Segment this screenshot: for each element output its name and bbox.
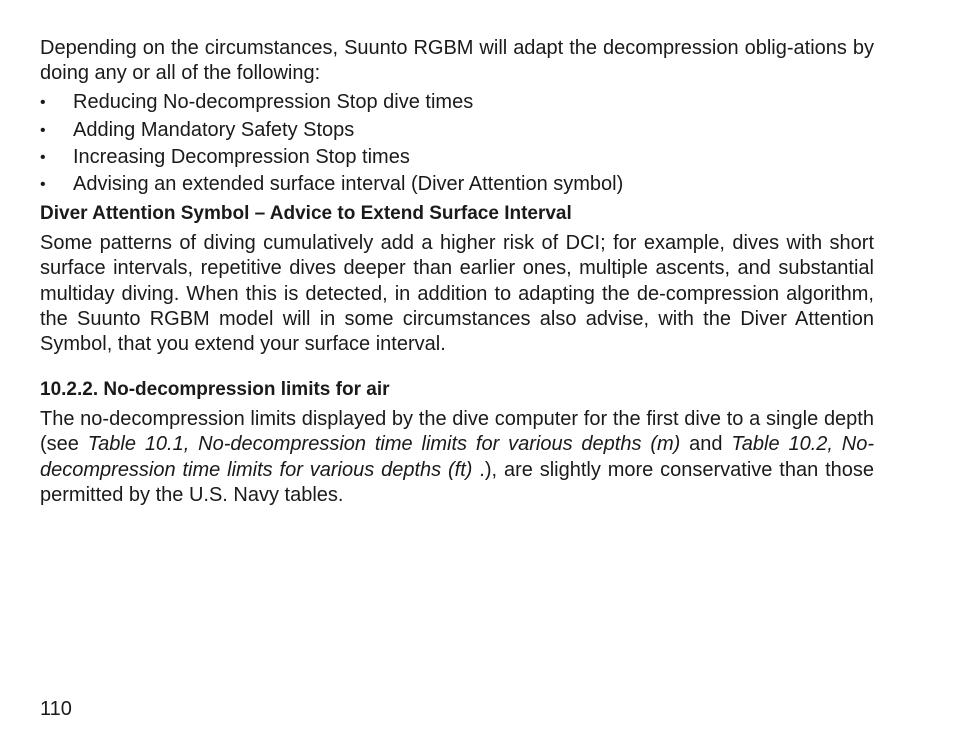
list-item-text: Increasing Decompression Stop times	[73, 145, 410, 168]
attention-paragraph: Some patterns of diving cumulatively add a higher risk of DCI; for example, dives with short surface intervals, repetitive dives deeper than earlier ones, multiple ascents, and substantial multiday diving. When this is detected, in addition to adapting the de-compression algorithm, the Suunto RGBM model will in some circumstances also advise, with the Diver Attention Symbol, that you extend your surface interval.	[40, 232, 874, 356]
table-reference-link[interactable]: Table 10.2, No-decompression time limits for various depths (ft)	[40, 433, 875, 481]
bullet-icon: •	[40, 94, 46, 112]
adaptation-list	[40, 89, 874, 198]
text-run: and	[680, 433, 732, 456]
text-run: .), are slightly more conservative than those permitted by the U.S. Navy tables.	[40, 458, 874, 506]
text-run: The no-decompression limits displayed by the dive computer for the first dive to a single depth (see	[40, 408, 874, 456]
bullet-icon: •	[40, 148, 46, 166]
no-decompression-paragraph	[40, 407, 874, 508]
attention-heading: Diver Attention Symbol – Advice to Extend Surface Interval	[40, 203, 572, 225]
bullet-icon: •	[40, 121, 46, 139]
page-content	[40, 36, 874, 508]
bullet-icon: •	[40, 176, 46, 194]
list-item	[40, 171, 874, 198]
list-item-text: Reducing No-decompression Stop dive times	[73, 91, 474, 114]
page-number: 110	[40, 698, 72, 720]
intro-paragraph: Depending on the circumstances, Suunto RGBM will adapt the decompression oblig-ations by doing any or all of the following:	[40, 37, 874, 85]
table-reference-link[interactable]: Table 10.1, No-decompression time limits for various depths (m)	[87, 433, 681, 456]
list-item-text: Advising an extended surface interval (Diver Attention symbol)	[73, 173, 624, 196]
list-item	[40, 117, 874, 144]
list-item-text: Adding Mandatory Safety Stops	[73, 118, 355, 141]
section-heading-no-decompression: 10.2.2. No-decompression limits for air	[40, 379, 390, 401]
list-item	[40, 144, 874, 171]
list-item	[40, 89, 874, 116]
